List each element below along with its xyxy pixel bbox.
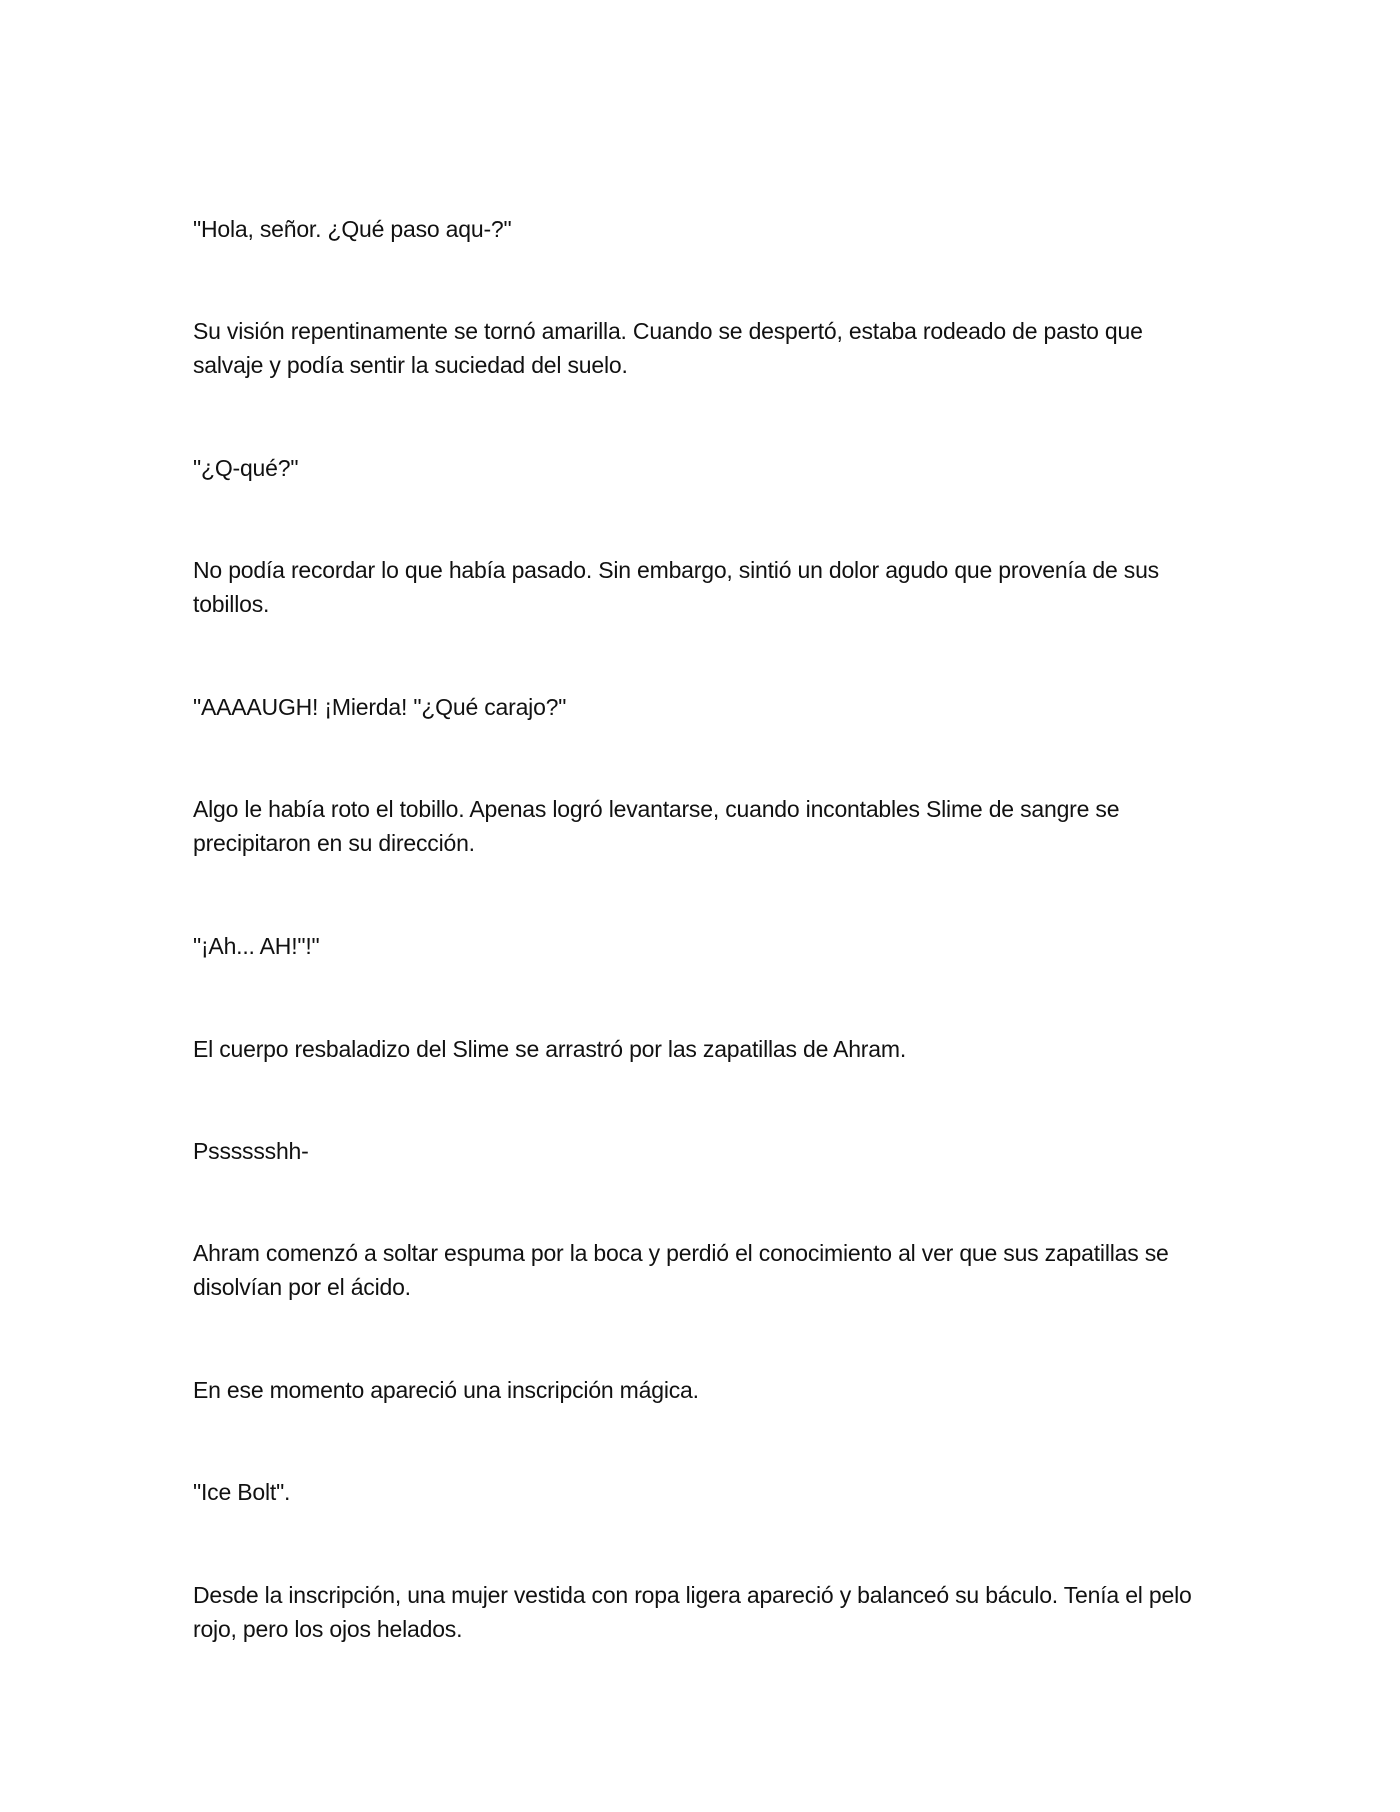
paragraph-2: Su visión repentinamente se tornó amarilla. Cuando se despertó, estaba rodeado de pasto que salvaje y podía sentir la suciedad del suelo. (193, 318, 1143, 378)
paragraph-12: "Ice Bolt". (193, 1479, 291, 1505)
paragraph-1: "Hola, señor. ¿Qué paso aqu-?" (193, 216, 512, 242)
paragraph-3: "¿Q-qué?" (193, 455, 299, 481)
paragraph-8: El cuerpo resbaladizo del Slime se arrastró por las zapatillas de Ahram. (193, 1036, 907, 1062)
paragraph-4: No podía recordar lo que había pasado. Sin embargo, sintió un dolor agudo que provenía de sus tobillos. (193, 557, 1159, 617)
paragraph-7: "¡Ah... AH!"!" (193, 933, 320, 959)
paragraph-5: "AAAAUGH! ¡Mierda! "¿Qué carajo?" (193, 694, 567, 720)
paragraph-11: En ese momento apareció una inscripción mágica. (193, 1377, 699, 1403)
paragraph-6: Algo le había roto el tobillo. Apenas logró levantarse, cuando incontables Slime de sangre se precipitaron en su dirección. (193, 796, 1120, 856)
paragraph-10: Ahram comenzó a soltar espuma por la boca y perdió el conocimiento al ver que sus zapatillas se disolvían por el ácido. (193, 1240, 1169, 1300)
paragraph-9: Psssssshh- (193, 1138, 309, 1164)
paragraph-13: Desde la inscripción, una mujer vestida con ropa ligera apareció y balanceó su báculo. Tenía el pelo rojo, pero los ojos helados. (193, 1582, 1192, 1642)
